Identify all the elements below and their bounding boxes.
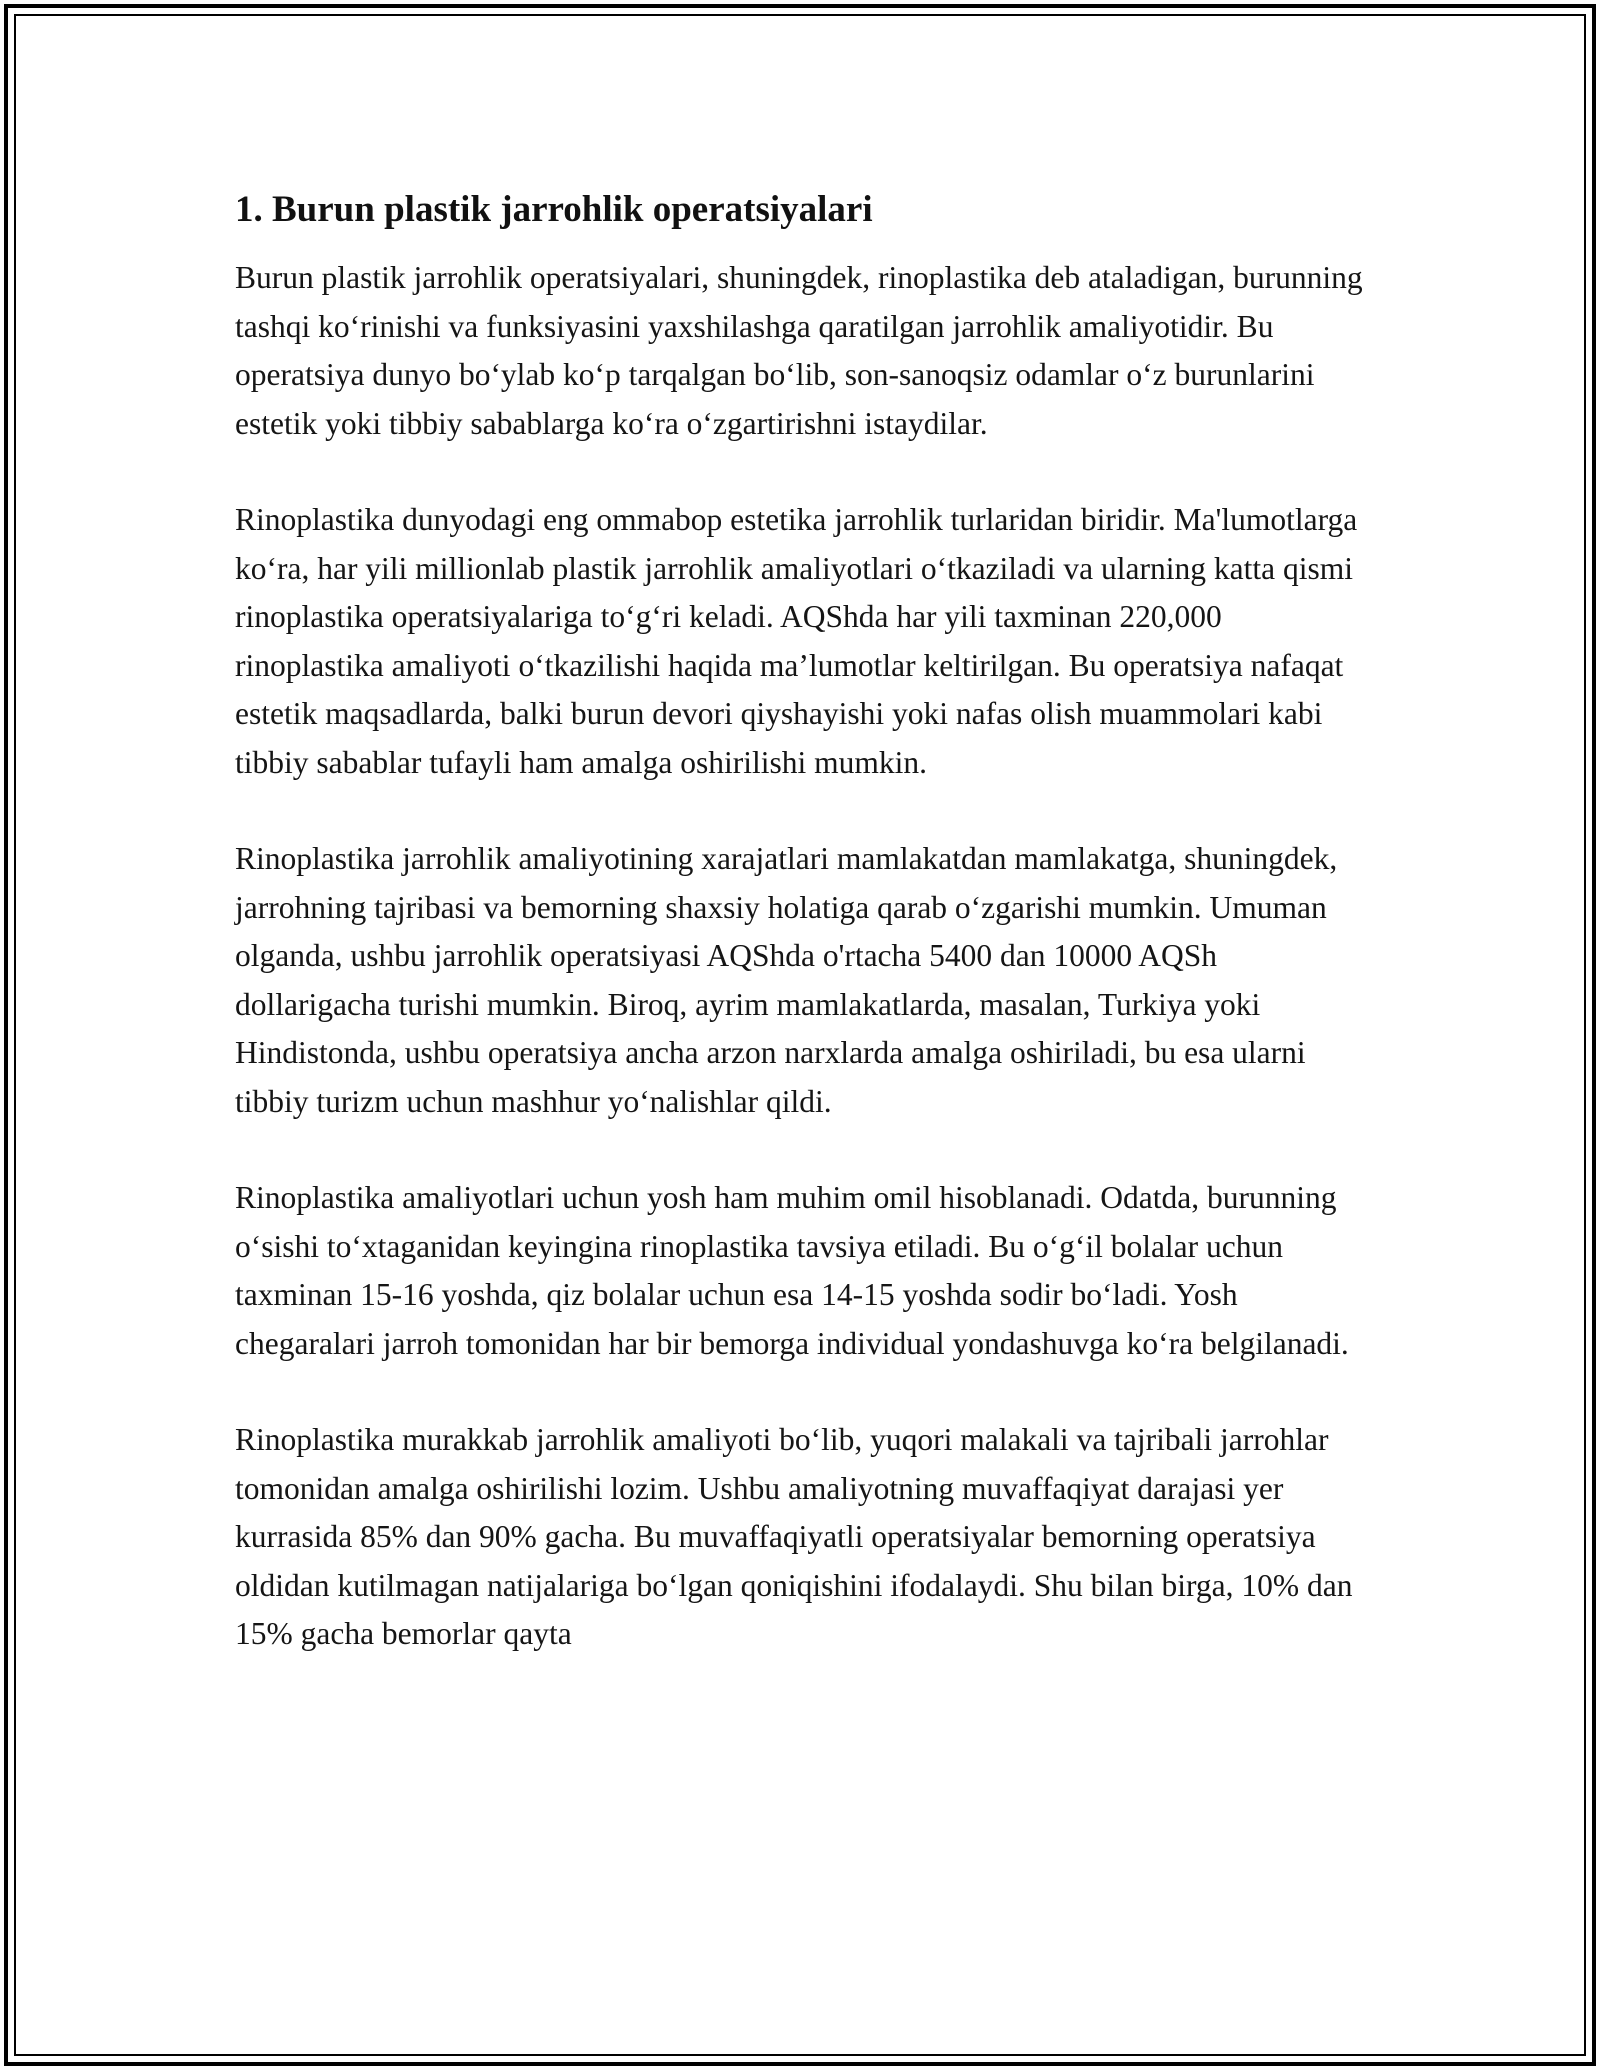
section-heading: 1. Burun plastik jarrohlik operatsiyalari bbox=[235, 189, 873, 230]
document-body bbox=[235, 186, 1375, 1707]
paragraph-popularity: Rinoplastika dunyodagi eng ommabop estetika jarrohlik turlaridan biridir. Ma'lumotlarga ko‘ra, har yili millionlab plastik jarrohlik amaliyotlari o‘tkaziladi va ularning katta qismi rinoplastika operatsiyalariga to‘g‘ri keladi. AQShda har yili taxminan 220,000 rinoplastika amaliyoti o‘tkazilishi haqida ma’lumotlar keltirilgan. Bu operatsiya nafaqat estetik maqsadlarda, balki burun devori qiyshayishi yoki nafas olish muammolari kabi tibbiy sabablar tufayli ham amalga oshirilishi mumkin. bbox=[235, 502, 1358, 780]
paragraph-costs: Rinoplastika jarrohlik amaliyotining xarajatlari mamlakatdan mamlakatga, shuningdek, jarrohning tajribasi va bemorning shaxsiy holatiga qarab o‘zgarishi mumkin. Umuman olganda, ushbu jarrohlik operatsiyasi AQShda o'rtacha 5400 dan 10000 AQSh dollarigacha turishi mumkin. Biroq, ayrim mamlakatlarda, masalan, Turkiya yoki Hindistonda, ushbu operatsiya ancha arzon narxlarda amalga oshiriladi, bu esa ularni tibbiy turizm uchun mashhur yo‘nalishlar qildi. bbox=[235, 841, 1338, 1119]
paragraph-age: Rinoplastika amaliyotlari uchun yosh ham muhim omil hisoblanadi. Odatda, burunning o‘sishi to‘xtaganidan keyingina rinoplastika tavsiya etiladi. Bu o‘g‘il bolalar uchun taxminan 15-16 yoshda, qiz bolalar uchun esa 14-15 yoshda sodir bo‘ladi. Yosh chegaralari jarroh tomonidan har bir bemorga individual yondashuvga ko‘ra belgilanadi. bbox=[235, 1180, 1349, 1361]
paragraph-intro: Burun plastik jarrohlik operatsiyalari, shuningdek, rinoplastika deb ataladigan, burunning tashqi ko‘rinishi va funksiyasini yaxshilashga qaratilgan jarrohlik amaliyotidir. Bu operatsiya dunyo bo‘ylab ko‘p tarqalgan bo‘lib, son-sanoqsiz odamlar o‘z burunlarini estetik yoki tibbiy sabablarga ko‘ra o‘zgartirishni istaydilar. bbox=[235, 260, 1363, 441]
paragraph-success-rate: Rinoplastika murakkab jarrohlik amaliyoti bo‘lib, yuqori malakali va tajribali jarrohlar tomonidan amalga oshirilishi lozim. Ushbu amaliyotning muvaffaqiyat darajasi yer kurrasida 85% dan 90% gacha. Bu muvaffaqiyatli operatsiyalar bemorning operatsiya oldidan kutilmagan natijalariga bo‘lgan qoniqishini ifodalaydi. Shu bilan birga, 10% dan 15% gacha bemorlar qayta bbox=[235, 1422, 1353, 1651]
